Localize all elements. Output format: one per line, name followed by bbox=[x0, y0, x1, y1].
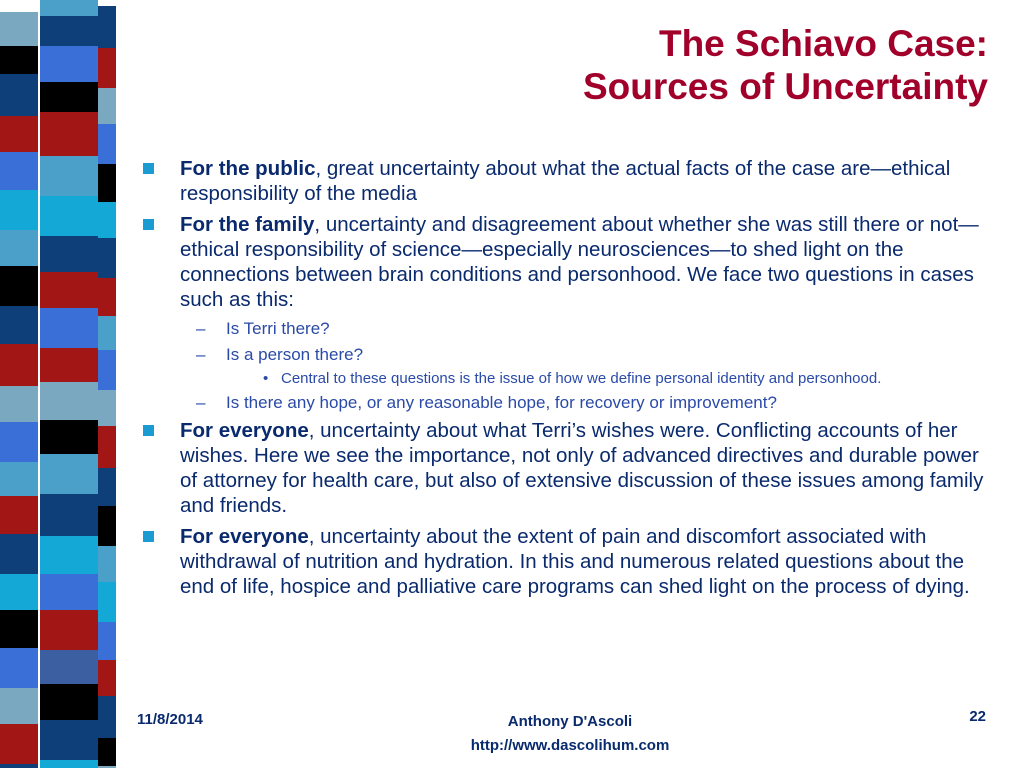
dash-icon: – bbox=[196, 393, 206, 412]
stripe-segment bbox=[40, 494, 98, 536]
footer-credit bbox=[420, 710, 720, 758]
stripe-segment bbox=[0, 306, 38, 344]
bullet-everyone-wishes bbox=[140, 418, 1000, 518]
stripe-segment bbox=[0, 574, 38, 610]
sub-item bbox=[140, 344, 1000, 366]
dash-icon: – bbox=[196, 345, 206, 364]
stripe-segment bbox=[40, 308, 98, 348]
stripe-segment bbox=[98, 622, 116, 660]
stripe-segment bbox=[98, 124, 116, 164]
stripe-segment bbox=[0, 724, 38, 764]
stripe-segment bbox=[40, 720, 98, 760]
stripe-segment bbox=[98, 350, 116, 390]
stripe-segment bbox=[0, 12, 38, 46]
stripe-segment bbox=[98, 48, 116, 88]
stripe-segment bbox=[98, 546, 116, 582]
bullet-lead: For the public bbox=[180, 157, 316, 180]
stripe-segment bbox=[98, 202, 116, 238]
stripe-segment bbox=[98, 390, 116, 426]
stripe-segment bbox=[0, 74, 38, 116]
stripe-segment bbox=[98, 426, 116, 468]
bullet-text: , uncertainty and disagreement about whether she was still there or not—ethical responsibility of science—especially neurosciences—to shed light on the connections between brain conditions and personhood. We face two questions in cases such as this: bbox=[180, 213, 979, 311]
stripe-segment bbox=[0, 152, 38, 190]
bullet-lead: For everyone bbox=[180, 525, 309, 548]
stripe-segment bbox=[98, 278, 116, 316]
stripe-segment bbox=[40, 420, 98, 454]
sub-item-text: Is a person there? bbox=[226, 345, 364, 364]
square-bullet-icon bbox=[143, 163, 154, 174]
stripe-segment bbox=[98, 582, 116, 622]
stripe-segment bbox=[0, 764, 38, 768]
slide-body bbox=[140, 156, 1000, 605]
stripe-segment bbox=[0, 610, 38, 648]
bullet-everyone-pain bbox=[140, 524, 1000, 599]
stripe-segment bbox=[40, 82, 98, 112]
bullet-family bbox=[140, 212, 1000, 312]
stripe-segment bbox=[0, 496, 38, 534]
stripe-segment bbox=[98, 6, 116, 48]
stripe-segment bbox=[40, 272, 98, 308]
stripe-segment bbox=[98, 468, 116, 506]
stripe-segment bbox=[0, 116, 38, 152]
stripe-segment bbox=[40, 196, 98, 236]
bullet-text: , uncertainty about the extent of pain and discomfort associated with withdrawal of nutrition and hydration. In this and numerous related questions about the end of life, hospice and palliative care programs can shed light on the process of dying. bbox=[180, 525, 970, 598]
stripe-segment bbox=[40, 574, 98, 610]
stripe-segment bbox=[0, 462, 38, 496]
stripe-segment bbox=[0, 46, 38, 74]
page-number: 22 bbox=[969, 708, 986, 725]
bullet-public bbox=[140, 156, 1000, 206]
stripe-segment bbox=[0, 386, 38, 422]
bullet-text: , great uncertainty about what the actual facts of the case are—ethical responsibility of the media bbox=[180, 157, 951, 205]
decorative-stripes bbox=[0, 0, 120, 768]
stripe-segment bbox=[0, 230, 38, 266]
stripe-segment bbox=[40, 46, 98, 82]
stripe-segment bbox=[98, 88, 116, 124]
stripe-segment bbox=[98, 316, 116, 350]
sub-item-text: Is Terri there? bbox=[226, 319, 330, 338]
stripe-segment bbox=[0, 344, 38, 386]
square-bullet-icon bbox=[143, 531, 154, 542]
stripe-segment bbox=[40, 112, 98, 156]
bullet-lead: For everyone bbox=[180, 419, 309, 442]
stripe-segment bbox=[40, 236, 98, 272]
stripe-segment bbox=[40, 348, 98, 382]
sub-sub-item bbox=[140, 370, 1000, 387]
sub-sub-item-text: Central to these questions is the issue of how we define personal identity and personhood. bbox=[281, 370, 882, 387]
slide-title bbox=[583, 22, 988, 108]
sub-item bbox=[140, 318, 1000, 340]
footer-date: 11/8/2014 bbox=[137, 711, 203, 728]
stripe-segment bbox=[40, 684, 98, 720]
stripe-segment bbox=[0, 190, 38, 230]
sub-item-text: Is there any hope, or any reasonable hope, for recovery or improvement? bbox=[226, 393, 777, 412]
square-bullet-icon bbox=[143, 219, 154, 230]
stripe-segment bbox=[40, 536, 98, 574]
stripe-segment bbox=[0, 688, 38, 724]
stripe-segment bbox=[98, 238, 116, 278]
square-bullet-icon bbox=[143, 425, 154, 436]
stripe-segment bbox=[0, 534, 38, 574]
dash-icon: – bbox=[196, 319, 206, 338]
stripe-segment bbox=[0, 266, 38, 306]
stripe-segment bbox=[40, 760, 98, 768]
stripe-segment bbox=[40, 156, 98, 196]
title-line-1: The Schiavo Case: bbox=[658, 23, 988, 64]
footer-url: http://www.dascolihum.com bbox=[470, 737, 670, 754]
dot-bullet-icon: • bbox=[263, 370, 269, 387]
stripe-segment bbox=[98, 660, 116, 696]
stripe-segment bbox=[40, 650, 98, 684]
sub-item bbox=[140, 392, 1000, 414]
bullet-text: , uncertainty about what Terri’s wishes were. Conflicting accounts of her wishes. Here we see the importance, not only of advanced directives and durable power of attorney for health care, but also of extensive discussion of these issues among family and friends. bbox=[180, 419, 984, 517]
bullet-lead: For the family bbox=[180, 213, 315, 236]
stripe-segment bbox=[98, 164, 116, 202]
stripe-segment bbox=[0, 422, 38, 462]
stripe-segment bbox=[40, 610, 98, 650]
stripe-segment bbox=[40, 0, 98, 16]
stripe-segment bbox=[0, 648, 38, 688]
stripe-segment bbox=[98, 506, 116, 546]
title-line-2: Sources of Uncertainty bbox=[582, 66, 988, 107]
stripe-segment bbox=[40, 16, 98, 46]
stripe-segment bbox=[40, 454, 98, 494]
stripe-segment bbox=[98, 696, 116, 738]
footer-author: Anthony D'Ascoli bbox=[507, 713, 633, 730]
stripe-segment bbox=[40, 382, 98, 420]
stripe-segment bbox=[98, 738, 116, 766]
